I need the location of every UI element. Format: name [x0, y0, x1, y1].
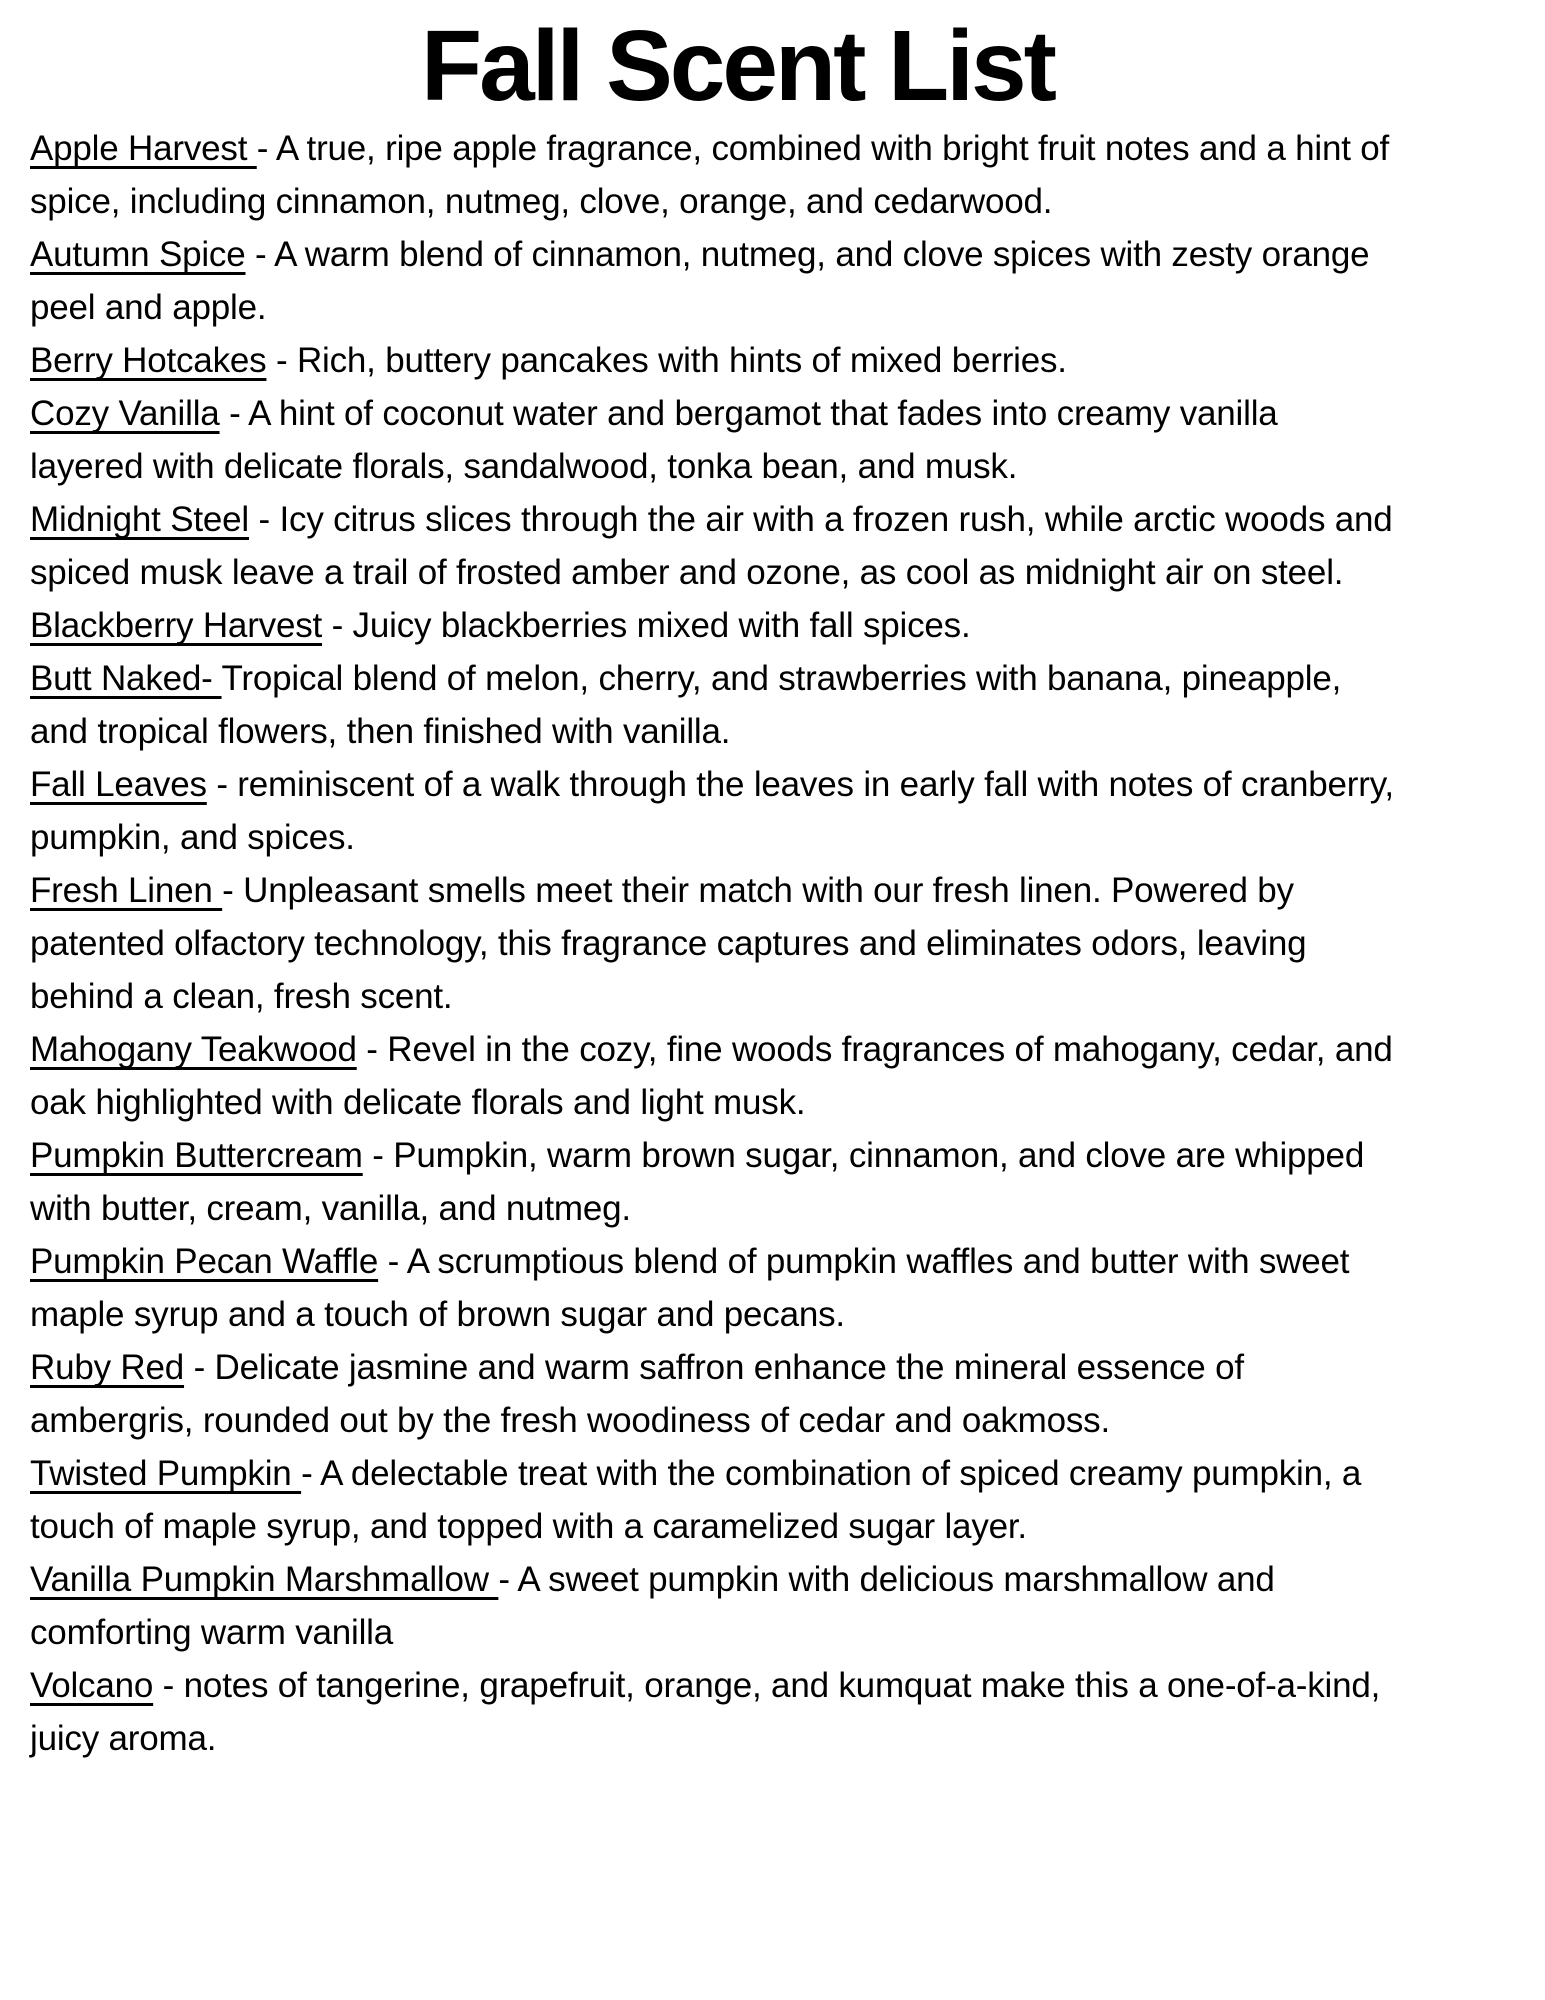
scent-description: - A sweet pumpkin with delicious marshmallow and comforting warm vanilla	[30, 1560, 1275, 1652]
scent-entry	[30, 652, 1395, 758]
scent-entry	[30, 1235, 1395, 1341]
scent-description: - Revel in the cozy, fine woods fragrances of mahogany, cedar, and oak highlighted with delicate florals and light musk.	[30, 1030, 1393, 1122]
scent-description: - Unpleasant smells meet their match with our fresh linen. Powered by patented olfactory technology, this fragrance captures and eliminates odors, leaving behind a clean, fresh scent.	[30, 871, 1307, 1016]
scent-name: Mahogany Teakwood	[30, 1030, 357, 1069]
scent-entry	[30, 334, 1395, 387]
scent-entry	[30, 493, 1395, 599]
scent-list	[30, 122, 1395, 1765]
scent-entry	[30, 1023, 1395, 1129]
scent-entry	[30, 599, 1395, 652]
scent-entry	[30, 1659, 1395, 1765]
scent-name: Fresh Linen	[30, 871, 223, 910]
scent-entry	[30, 387, 1395, 493]
scent-name: Pumpkin Buttercream	[30, 1136, 363, 1175]
scent-name: Butt Naked-	[30, 659, 222, 698]
scent-description: Tropical blend of melon, cherry, and strawberries with banana, pineapple, and tropical flowers, then finished with vanilla.	[30, 659, 1342, 751]
scent-name: Cozy Vanilla	[30, 394, 220, 433]
scent-description: - A scrumptious blend of pumpkin waffles and butter with sweet maple syrup and a touch of brown sugar and pecans.	[30, 1242, 1350, 1334]
scent-entry	[30, 1553, 1395, 1659]
scent-description: - Delicate jasmine and warm saffron enhance the mineral essence of ambergris, rounded out by the fresh woodiness of cedar and oakmoss.	[30, 1348, 1244, 1440]
scent-entry	[30, 1341, 1395, 1447]
scent-name: Berry Hotcakes	[30, 341, 267, 380]
scent-description: - A warm blend of cinnamon, nutmeg, and clove spices with zesty orange peel and apple.	[30, 235, 1370, 327]
scent-entry	[30, 228, 1395, 334]
page-title: Fall Scent List	[421, 10, 1054, 122]
scent-description: - A delectable treat with the combination of spiced creamy pumpkin, a touch of maple syrup, and topped with a caramelized sugar layer.	[30, 1454, 1362, 1546]
scent-description: - Rich, buttery pancakes with hints of mixed berries.	[266, 341, 1067, 380]
scent-name: Pumpkin Pecan Waffle	[30, 1242, 379, 1281]
scent-entry	[30, 864, 1395, 1023]
scent-name: Vanilla Pumpkin Marshmallow	[30, 1560, 499, 1599]
scent-name: Midnight Steel	[30, 500, 249, 539]
scent-description: - Pumpkin, warm brown sugar, cinnamon, and clove are whipped with butter, cream, vanilla, and nutmeg.	[30, 1136, 1365, 1228]
scent-entry	[30, 122, 1395, 228]
scent-name: Twisted Pumpkin	[30, 1454, 302, 1493]
scent-description: - reminiscent of a walk through the leaves in early fall with notes of cranberry, pumpkin, and spices.	[30, 765, 1394, 857]
scent-entry	[30, 1447, 1395, 1553]
scent-name: Fall Leaves	[30, 765, 207, 804]
scent-description: - A true, ripe apple fragrance, combined with bright fruit notes and a hint of spice, including cinnamon, nutmeg, clove, orange, and cedarwood.	[30, 129, 1390, 221]
scent-name: Ruby Red	[30, 1348, 185, 1387]
scent-description: - A hint of coconut water and bergamot that fades into creamy vanilla layered with delicate florals, sandalwood, tonka bean, and musk.	[30, 394, 1278, 486]
scent-entry	[30, 758, 1395, 864]
scent-entry	[30, 1129, 1395, 1235]
scent-name: Volcano	[30, 1666, 154, 1705]
scent-name: Apple Harvest	[30, 129, 257, 168]
scent-description: - Icy citrus slices through the air with a frozen rush, while arctic woods and spiced musk leave a trail of frosted amber and ozone, as cool as midnight air on steel.	[30, 500, 1393, 592]
scent-name: Blackberry Harvest	[30, 606, 323, 645]
scent-description: - notes of tangerine, grapefruit, orange, and kumquat make this a one-of-a-kind, juicy aroma.	[30, 1666, 1381, 1758]
scent-name: Autumn Spice	[30, 235, 246, 274]
scent-description: - Juicy blackberries mixed with fall spices.	[322, 606, 971, 645]
